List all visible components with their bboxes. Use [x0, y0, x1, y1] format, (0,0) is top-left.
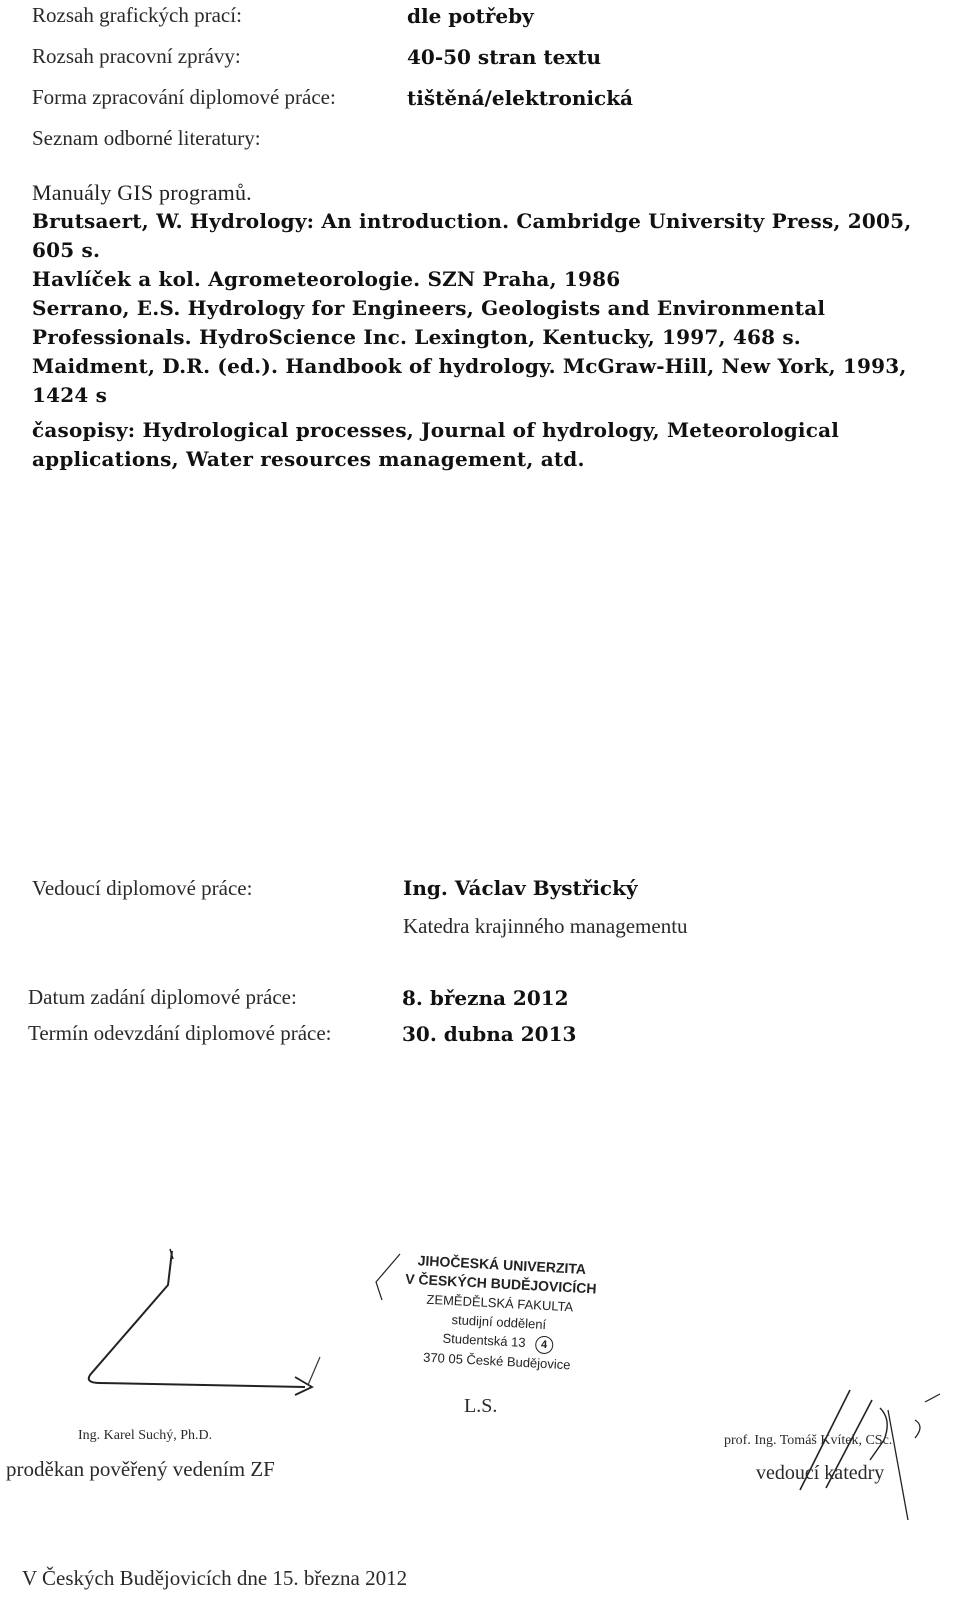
stamp-line: 370 05 České Budějovice	[422, 1349, 571, 1373]
literature-list	[32, 178, 932, 474]
literature-item: 605 s.	[32, 238, 101, 262]
supervisor-label: Vedoucí diplomové práce:	[32, 876, 253, 900]
spec-label-form: Forma zpracování diplomové práce:	[32, 85, 336, 109]
supervisor-department: Katedra krajinného managementu	[403, 914, 688, 938]
right-signature	[780, 1380, 950, 1530]
literature-item: applications, Water resources management, atd.	[32, 447, 585, 471]
stamp-line: V ČESKÝCH BUDĚJOVICÍCH	[404, 1270, 597, 1297]
spec-value-form: tištěná/elektronická	[407, 86, 634, 110]
assigned-date-label: Datum zadání diplomové práce:	[28, 985, 297, 1009]
spec-label-report: Rozsah pracovní zprávy:	[32, 44, 241, 68]
spec-label-graphics: Rozsah grafických prací:	[32, 3, 242, 27]
due-date-label: Termín odevzdání diplomové práce:	[28, 1021, 332, 1045]
literature-item: Professionals. HydroScience Inc. Lexington, Kentucky, 1997, 468 s.	[32, 325, 801, 349]
left-signature	[80, 1245, 340, 1405]
stamp-line: JIHOČESKÁ UNIVERZITA	[417, 1252, 587, 1278]
right-signer-name: prof. Ing. Tomáš Kvítek, CSc.	[724, 1433, 893, 1448]
stamp-line: Studentská 13	[442, 1330, 526, 1350]
place-and-date: V Českých Budějovicích dne 15. března 2012	[22, 1566, 408, 1590]
stamp-number: 4	[535, 1335, 554, 1354]
assigned-date-value: 8. března 2012	[402, 986, 569, 1010]
spec-value-graphics: dle potřeby	[407, 4, 534, 28]
supervisor-name: Ing. Václav Bystřický	[403, 876, 638, 900]
left-signer-name: Ing. Karel Suchý, Ph.D.	[78, 1428, 213, 1443]
university-stamp	[389, 1250, 610, 1376]
left-signer-role: proděkan pověřený vedením ZF	[6, 1457, 275, 1481]
stamp-line: studijní oddělení	[451, 1312, 547, 1333]
literature-item: časopisy: Hydrological processes, Journal of hydrology, Meteorological	[32, 418, 840, 442]
literature-item: Manuály GIS programů.	[32, 180, 252, 205]
literature-item: Maidment, D.R. (ed.). Handbook of hydrology. McGraw-Hill, New York, 1993,	[32, 354, 907, 378]
literature-item: 1424 s	[32, 383, 108, 407]
literature-item: Brutsaert, W. Hydrology: An introduction. Cambridge University Press, 2005,	[32, 209, 912, 233]
ls-mark: L.S.	[464, 1395, 498, 1417]
stamp-line: ZEMĚDĚLSKÁ FAKULTA	[426, 1291, 574, 1315]
due-date-value: 30. dubna 2013	[402, 1022, 577, 1046]
literature-item: Havlíček a kol. Agrometeorologie. SZN Praha, 1986	[32, 267, 621, 291]
literature-item: Serrano, E.S. Hydrology for Engineers, Geologists and Environmental	[32, 296, 826, 320]
spec-value-report: 40-50 stran textu	[407, 45, 602, 69]
spec-label-literature: Seznam odborné literatury:	[32, 126, 261, 150]
right-signer-role: vedoucí katedry	[756, 1462, 885, 1484]
